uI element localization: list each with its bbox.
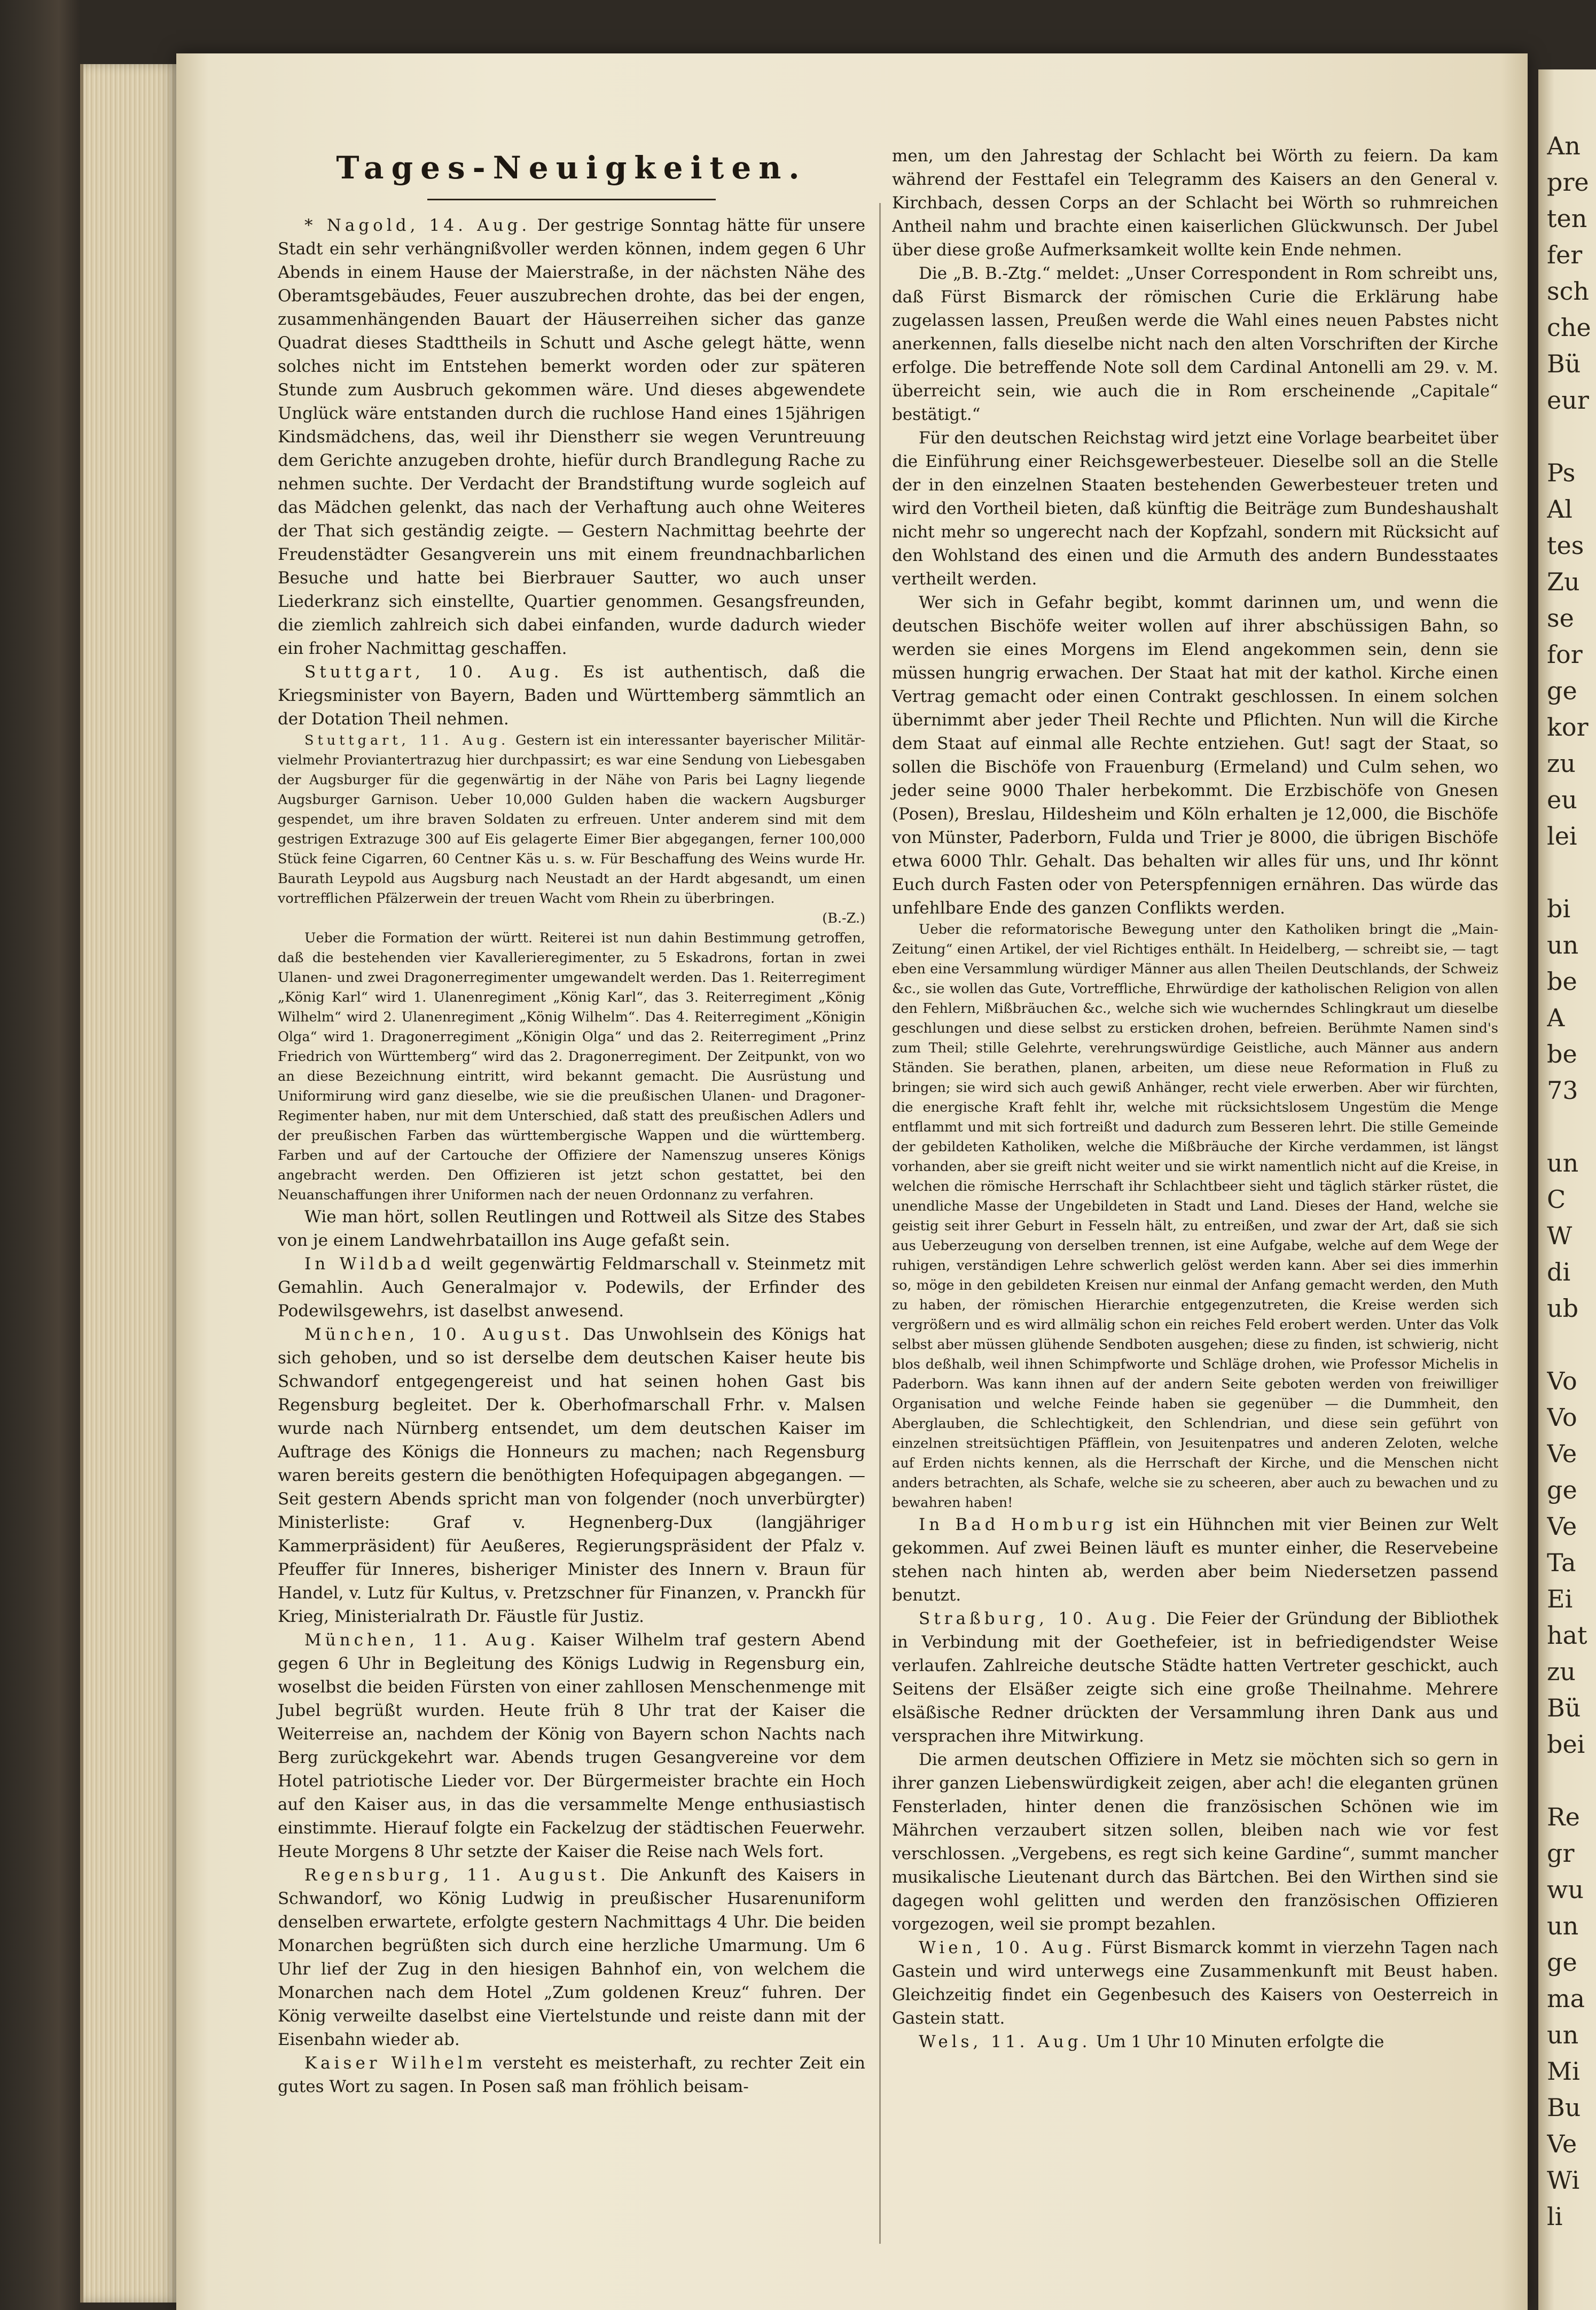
adjacent-page-text-fragment: zu [1547,1659,1576,1686]
heading-underline [427,199,716,200]
article-text: Fürst Bismarck kommt in vierzehn Tagen nach Gastein und wird unterwegs eine Zusammenkunft mit Beust haben. Gleichzeitig findet ein Gegenbesuch des Kaisers von Oesterreich in Gastein statt. [892,1938,1498,2028]
article-paragraph [278,1205,865,1252]
article-paragraph [892,1936,1498,2030]
article-dateline: Wels, 11. Aug. [919,2032,1091,2051]
article-text: Das Unwohlsein des Königs hat sich gehoben, und so ist derselbe dem deutschen Kaiser heute bis Schwandorf entgegengereist und hat seinen hohen Gast bis Regensburg begleitet. Der k. Oberhofmarschall Frhr. v. Malsen wurde nach Nürnberg entsendet, um dem deutschen Kaiser im Auftrage des Königs die Honneurs zu machen; nach Regensburg waren bereits gestern die benöthigten Hofequipagen abgegangen. — Seit gestern Abends spricht man von folgender (noch unverbürgter) Ministerliste: Graf v. Hegnenberg-Dux (langjähriger Kammerpräsident) für Aeußeres, Regierungspräsident der Pfalz v. Pfeuffer für Inneres, bisheriger Minister des Innern v. Braun für Handel, v. Lutz für Kultus, v. Pretzschner für Finanzen, v. Pranckh für Krieg, Ministerialrath Dr. Fäustle für Justiz. [278,1325,865,1626]
adjacent-page-text-fragment: wu [1547,1877,1584,1904]
article-dateline: Stuttgart, 10. Aug. [304,662,563,682]
article-dateline: Kaiser Wilhelm [304,2054,487,2073]
article-text: Die Ankunft des Kaisers in Schwandorf, wo König Ludwig in preußischer Husarenuniform denselben erwartete, erfolgte gestern Nachmittags 4 Uhr. Die beiden Monarchen begrüßten sich durch eine herzliche Umarmung. Um 6 Uhr lief der Zug in den hiesigen Bahnhof ein, von welchem die Monarchen nach dem Hotel „Zum goldenen Kreuz“ fuhren. Der König verweilte daselbst eine Viertelstunde und reiste dann mit der Eisenbahn wieder ab. [278,1866,866,2049]
adjacent-page-text-fragment [1547,1114,1596,1142]
adjacent-page-text-fragment: ge [1547,1478,1577,1504]
adjacent-page-text-fragment: Bü [1547,352,1581,378]
article-paragraph [892,1607,1498,1748]
adjacent-page-text-fragment: se [1547,606,1574,633]
left-column [278,214,865,2098]
article-text: Die armen deutschen Offiziere in Metz sie möchten sich so gern in ihrer ganzen Liebenswürdigkeit zeigen, aber ach! die eleganten grünen Fensterladen, hinter denen die französischen Schönen wie im Mährchen verzaubert sitzen sollen, bleiben nach wie vor fest verschlossen. „Vergebens, es regt sich keine Gardine“, summt mancher musikalische Lieutenant durch das Bärtchen. Bei den Wirthen sind sie dagegen wohl gelitten und werden den französischen Offizieren vorgezogen, weil sie prompt bezahlen. [892,1750,1498,1934]
article-dateline: München, 10. August. [304,1325,574,1344]
right-column [892,144,1498,2054]
adjacent-page-text-fragment [1547,1768,1596,1796]
adjacent-page-text-fragment: Al [1547,497,1572,524]
adjacent-page-text-fragment: An [1547,134,1581,160]
adjacent-page-text-fragment: Mi [1547,2059,1580,2086]
adjacent-page-text-fragment: ge [1547,678,1577,705]
adjacent-page-text-fragment: ub [1547,1296,1579,1323]
adjacent-page-text-fragment: ten [1547,206,1587,233]
article-text: Gestern ist ein interessanter bayerischer Militär- vielmehr Proviantertrazug hier durchpassirt; es war eine Sendung von Liebesgaben der Augsburger für die gegenwärtig in der Nähe von Paris bei Lagny liegende Augsburger Garnison. Ueber 10,000 Gulden haben die wackern Augsburger gespendet, um ihre braven Soldaten zu erfreuen. Unter anderem sind mit dem gestrigen Extrazuge 300 auf Eis gelagerte Eimer Bier abgegangen, ferner 100,000 Stück feine Cigarren, 60 Centner Käs u. s. w. Für Beschaffung des Weins wurde Hr. Baurath Leypold aus Augsburg nach Neustadt an der Hardt abgesandt, um einen vortrefflichen Pfälzerwein der treuen Wacht vom Rhein zu überbringen. [278,732,866,907]
article-paragraph [892,591,1498,920]
adjacent-page-text-fragment: eu [1547,787,1577,814]
article-dateline: * Nagold, 14. Aug. [304,216,531,235]
article-paragraph [278,1323,865,1628]
adjacent-page-text-fragment [1547,1332,1596,1360]
article-paragraph [892,1513,1498,1607]
adjacent-page-text-fragment: eur [1547,388,1589,415]
adjacent-page-text-fragment: A [1547,1005,1565,1032]
article-text: Die Feier der Gründung der Bibliothek in Verbindung mit der Goethefeier, ist in befriedigendster Weise verlaufen. Zahlreiche deutsche Städte hatten Vertreter geschickt, auch Seitens der Elsäßer zeigte sich eine große Theilnahme. Mehrere elsäßische Redner drückten der Versammlung ihren Dank aus und versprachen ihre Mitwirkung. [892,1609,1499,1746]
article-text: Wie man hört, sollen Reutlingen und Rottweil als Sitze des Stabes von je einem Landwehrbataillon ins Auge gefaßt sein. [278,1207,865,1250]
article-text: Es ist authentisch, daß die Kriegsminister von Bayern, Baden und Württemberg sämmtlich an der Dotation Theil nehmen. [278,662,865,729]
article-paragraph [892,2030,1498,2054]
adjacent-page-text-fragment: pre [1547,170,1589,197]
adjacent-page-text-fragment: bi [1547,896,1571,923]
adjacent-page-text-fragment: Ei [1547,1587,1573,1613]
adjacent-page-text-fragment: bei [1547,1732,1585,1759]
adjacent-page-text-fragment: hat [1547,1623,1587,1650]
adjacent-page-text-fragment: Vo [1547,1369,1577,1395]
article-paragraph [278,1628,865,1863]
article-dateline: In Wildbad [304,1254,435,1274]
article-paragraph [278,2051,865,2098]
adjacent-page-text-fragment: ge [1547,1950,1577,1977]
article-source: (B.-Z.) [822,910,865,926]
adjacent-page-text-fragment [1547,860,1596,888]
article-text: Ueber die reformatorische Bewegung unter den Katholiken bringt die „Main-Zeitung“ einen Artikel, der viel Richtiges enthält. In Heidelberg, — schreibt sie, — tagt eben eine Versammlung würdiger Männer aus allen Theilen Deutschlands, der Schweiz &c., sie wollen das Gute, Vortreffliche, Ehrwürdige der katholischen Religion von allen den Fehlern, Mißbräuchen &c., welche sich wie wucherndes Schlingkraut um dieselbe geschlungen und diese selbst zu ersticken drohen, befreien. Berühmte Namen sind's zum Theil; stille Gelehrte, verehrungswürdige Geistliche, auch Männer aus andern Ständen. Sie berathen, planen, arbeiten, um diese neue Reformation in Fluß zu bringen; sie wird sich auch gewiß Anhänger, recht viele erwerben. Aber wir fürchten, die energische Kraft fehlt ihr, welche mit rücksichtslosem Ungestüm die Menge entflammt und mit sich fortreißt und dadurch zum Besseren lehrt. Die stille Gemeinde der gebildeten Katholiken, welche die Mißbräuche der Kirche verdammen, ist längst vorhanden, aber sie greift nicht weiter und sie wirkt namentlich nicht auf die Kreise, in welchen die römische Herrschaft ihr Schlachtbeer sieht und täglich stärker rüstet, die unendliche Masse der Ungebildeten in Stadt und Land. Dieses der Hand, welche sie geistig seit ihrer Geburt in Fesseln hält, zu entreißen, und zwar der Art, daß sie sich aus Ueberzeugung von derselben trennen, ist eine Aufgabe, welche auf dem Wege der ruhigen, verständigen Lehre schwerlich gelöst werden kann. Aber sei dies immerhin so, möge in den gebildeten Kreisen nur einmal der Anfang gemacht werden, den Muth zu haben, der römischen Hierarchie entgegenzutreten, die Kreise werden sich vergrößern und es wird allmälig schon ein reiches Feld erobert werden. Unter das Volk selbst aber müssen glühende Sendboten ausgehen; diese zu finden, ist schwierig, nicht blos deßhalb, weil ihnen Schimpfworte und Schläge drohen, wie Professor Michelis in Paderborn. Was kann ihnen auf der andern Seite geboten werden von freiwilliger Organisation und welche Feinde haben sie gegenüber — die Dummheit, den Aberglauben, die Schlechtigkeit, den Schlendrian, und diese sein geführt von einzelnen streitsüchtigen Pfäfflein, von Jesuitenpatres und anderen Zeloten, welche auf Erden nichts kennen, als die Herrschaft der Kirche, und die Menschen nicht anders betrachten, als Schafe, welche sie zu scheeren, aber auch zu bewachen und zu bewahren haben! [892,922,1498,1511]
adjacent-page-text-fragment: li [1547,2204,1563,2231]
article-dateline: Stuttgart, 11. Aug. [304,732,510,748]
adjacent-page-text-fragment: Ps [1547,461,1576,487]
article-paragraph [278,731,865,928]
newspaper-page [176,53,1528,2310]
adjacent-page-text-fragment: zu [1547,751,1576,778]
adjacent-page-text-fragment: Ve [1547,1514,1577,1541]
column-divider [879,203,881,2244]
adjacent-page-text-fragment: gr [1547,1841,1575,1868]
adjacent-page-text-fragment: fer [1547,243,1583,269]
adjacent-page-text-fragment: lei [1547,824,1577,850]
adjacent-page-text-fragment: W [1547,1223,1572,1250]
article-text: Kaiser Wilhelm traf gestern Abend gegen 6 Uhr in Begleitung des Königs Ludwig in Regensburg ein, woselbst die beiden Fürsten von einer zahllosen Menschenmenge mit Jubel begrüßt wurden. Heute früh 8 Uhr trat der Kaiser die Weiterreise an, nachdem der König von Bayern schon Nachts nach Berg zurückgekehrt war. Abends trugen Gesangvereine vor dem Hotel patriotische Lieder vor. Der Bürgermeister brachte ein Hoch auf den Kaiser aus, in das die versammelte Menge enthusiastisch einstimmte. Hierauf folgte ein Fackelzug der städtischen Feuerwehr. Heute Morgens 8 Uhr setzte der Kaiser die Reise nach Wels fort. [278,1630,865,1861]
adjacent-page-text-fragment: tes [1547,533,1584,560]
adjacent-page-text-fragment: Bü [1547,1696,1581,1722]
article-dateline: München, 11. Aug. [304,1630,539,1650]
article-paragraph [892,262,1498,426]
adjacent-page-text-fragment: Zu [1547,569,1580,596]
adjacent-page-text-fragment: for [1547,642,1583,669]
adjacent-page-edge [1538,69,1596,2310]
adjacent-page-text-fragment: C [1547,1187,1566,1214]
article-paragraph [892,920,1498,1513]
adjacent-page-text-fragment: un [1547,933,1579,959]
article-dateline: Regensburg, 11. August. [304,1866,609,1885]
adjacent-page-text-fragment: un [1547,1914,1579,1940]
adjacent-page-text-fragment: be [1547,969,1577,996]
section-heading: Tages-Neuigkeiten. [336,150,807,186]
article-text: versteht es meisterhaft, zu rechter Zeit ein gutes Wort zu sagen. In Posen saß man fröhlich beisam- [278,2054,865,2096]
adjacent-page-text-fragment: che [1547,315,1591,342]
article-text: Wer sich in Gefahr begibt, kommt darinnen um, und wenn die deutschen Bischöfe weiter wollen auf ihrer abschüssigen Bahn, so werden sie eines Morgens im Elend angekommen sein, denn sie müssen hungrig erwachen. Der Staat hat mit der kathol. Kirche einen Vertrag gemacht oder einen Contrakt geschlossen. In einem solchen übernimmt aber jeder Theil Rechte und Pflichten. Nun will die Kirche dem Staat auf einmal alle Rechte entziehen. Gut! sagt der Staat, so sollen die Bischöfe von Frauenburg (Ermeland) und Culm sehen, wo jeder seine 9000 Thaler herbekommt. Die Erzbischöfe von Gnesen (Posen), Breslau, Hildesheim und Köln erhalten je 12,000, die Bischöfe von Münster, Paderborn, Fulda und Trier je 8000, die übrigen Bischöfe etwa 6000 Thlr. Gehalt. Das behalten wir alles für uns, und Ihr könnt Euch durch Fasten oder von Peterspfennigen ernähren. Das würde das unfehlbare Ende des ganzen Conflikts werden. [892,593,1498,918]
article-text: weilt gegenwärtig Feldmarschall v. Steinmetz mit Gemahlin. Auch Generalmajor v. Podewils, der Erfinder des Podewilsgewehrs, ist daselbst anwesend. [278,1254,866,1321]
article-text: Die „B. B.-Ztg.“ meldet: „Unser Correspondent in Rom schreibt uns, daß Fürst Bismarck der römischen Curie die Erklärung habe zugelassen lassen, Preußen werde die Wahl eines neuen Pabstes nicht anerkennen, falls dieselbe nicht nach den alten Vorschriften der Kirche erfolge. Die betreffende Note soll dem Cardinal Antonelli am 29. v. M. überreicht sein, wie auch die in Rom erscheinende „Capitale“ bestätigt.“ [892,264,1498,424]
article-text: men, um den Jahrestag der Schlacht bei Wörth zu feiern. Da kam während der Festtafel ein Telegramm des Kaisers an den General v. Kirchbach, dessen Corps an der Schlacht bei Wörth so ruhmreichen Antheil nahm und brachte einen kaiserlichen Glückwunsch. Der Jubel über diese große Aufmerksamkeit wollte kein Ende nehmen. [892,146,1498,260]
adjacent-page-text-fragment: di [1547,1260,1571,1286]
article-paragraph [892,426,1498,591]
article-paragraph [278,660,865,731]
article-text: Um 1 Uhr 10 Minuten erfolgte die [1096,2032,1384,2051]
adjacent-page-text-fragment: un [1547,1151,1579,1177]
article-dateline: Wien, 10. Aug. [919,1938,1096,1957]
article-dateline: In Bad Homburg [919,1515,1117,1534]
article-text: ist ein Hühnchen mit vier Beinen zur Welt gekommen. Auf zwei Beinen läuft es munter einher, die Reservebeine stehen nach hinten ab, werden aber beim Niedersetzen passend benutzt. [892,1515,1498,1605]
adjacent-page-text-fragment: be [1547,1042,1577,1068]
article-text: Der gestrige Sonntag hätte für unsere Stadt ein sehr verhängnißvoller werden können, indem gegen 6 Uhr Abends in einem Hause der Maierstraße, in der nächsten Nähe des Oberamtsgebäudes, Feuer auszubrechen drohte, das bei der engen, zusammenhängenden Bauart der Häuserreihen sicher das ganze Quadrat dieses Stadttheils in Schutt und Asche gelegt hätte, wenn solches nicht im Entstehen bemerkt worden oder zur späteren Stunde zum Ausbruch gekommen wäre. Und dieses abgewendete Unglück wäre entstanden durch die ruchlose Hand eines 15jährigen Kindsmädchens, das, weil ihr Dienstherr sie wegen Veruntreuung dem Gerichte anzugeben drohte, hiefür durch Brandlegung Rache zu nehmen suchte. Der Verdacht der Brandstiftung wurde sogleich auf das Mädchen gelenkt, das nach der Verhaftung auch ohne Weiteres der That sich geständig zeigte. — Gestern Nachmittag beehrte der Freudenstädter Gesangverein uns mit einem freundnachbarlichen Besuche und hatte bei Bierbrauer Sautter, wo auch unser Liederkranz sich einstellte, Quartier genommen. Gesangsfreunden, die ziemlich zahlreich sich dabei einfanden, wurde dadurch wieder ein froher Nachmittag geschaffen. [278,216,866,658]
adjacent-page-text-fragment: Bu [1547,2095,1581,2122]
adjacent-page-text-fragment: Ta [1547,1550,1576,1577]
adjacent-page-text-fragment: Ve [1547,1441,1577,1468]
adjacent-page-text-fragment [1547,424,1596,452]
adjacent-page-text-fragment: sch [1547,279,1589,306]
article-text: Für den deutschen Reichstag wird jetzt eine Vorlage bearbeitet über die Einführung einer Reichsgewerbesteuer. Dieselbe soll an die Stelle der in den einzelnen Staaten bestehenden Gewerbesteuer treten und wird den Vortheil bieten, daß künftig die Beiträge zum Bundeshaushalt nicht mehr so ungerecht nach der Kopfzahl, sondern mit Rücksicht auf den Wohlstand des einen und die Armuth des andern Bundesstaates vertheilt werden. [892,428,1498,589]
article-text: Ueber die Formation der württ. Reiterei ist nun dahin Bestimmung getroffen, daß die bestehenden vier Kavallerieregimenter, zu 5 Eskadrons, fortan in zwei Ulanen- und zwei Dragonerregimenter umgewandelt werden. Das 1. Reiterregiment „König Karl“ wird 1. Ulanenregiment „König Karl“, das 3. Reiterregiment „König Wilhelm“ wird 2. Ulanenregiment „König Wilhelm“. Das 4. Reiterregiment „Königin Olga“ wird 1. Dragonerregiment „Königin Olga“ und das 2. Reiterregiment „Prinz Friedrich von Württemberg“ wird das 2. Dragonerregiment. Der Zeitpunkt, von wo an diese Bezeichnung eintritt, wird bekannt gemacht. Die Ausrüstung und Uniformirung wird ganz dieselbe, wie sie die preußischen Ulanen- und Dragoner-Regimenter haben, nur mit dem Unterschied, daß statt des preußischen Adlers und der preußischen Farben das württembergische Wappen und die württemberg. Farben und auf der Cartouche der Offiziere der Namenszug unseres Königs angebracht werden. Den Offizieren ist jetzt schon gestattet, bei den Neuanschaffungen ihrer Uniformen nach der neuen Ordonnanz zu verfahren. [278,930,865,1203]
article-paragraph [892,144,1498,262]
adjacent-page-text-fragment: Re [1547,1805,1580,1831]
adjacent-page-text-fragment: Wi [1547,2168,1580,2195]
article-paragraph [278,1252,865,1323]
adjacent-page-text-fragment: un [1547,2023,1579,2049]
adjacent-page-text-fragment: Ve [1547,2132,1577,2158]
adjacent-page-text-fragment: kor [1547,715,1589,742]
book-page-edge [80,64,185,2303]
article-paragraph [278,928,865,1205]
adjacent-page-text-fragment: Vo [1547,1405,1577,1432]
adjacent-page-text-fragment: 73 [1547,1078,1578,1105]
article-paragraph [278,1863,865,2051]
adjacent-page-text-fragment: ma [1547,1986,1585,2013]
article-dateline: Straßburg, 10. Aug. [919,1609,1160,1628]
article-paragraph [892,1748,1498,1936]
article-paragraph [278,214,865,660]
